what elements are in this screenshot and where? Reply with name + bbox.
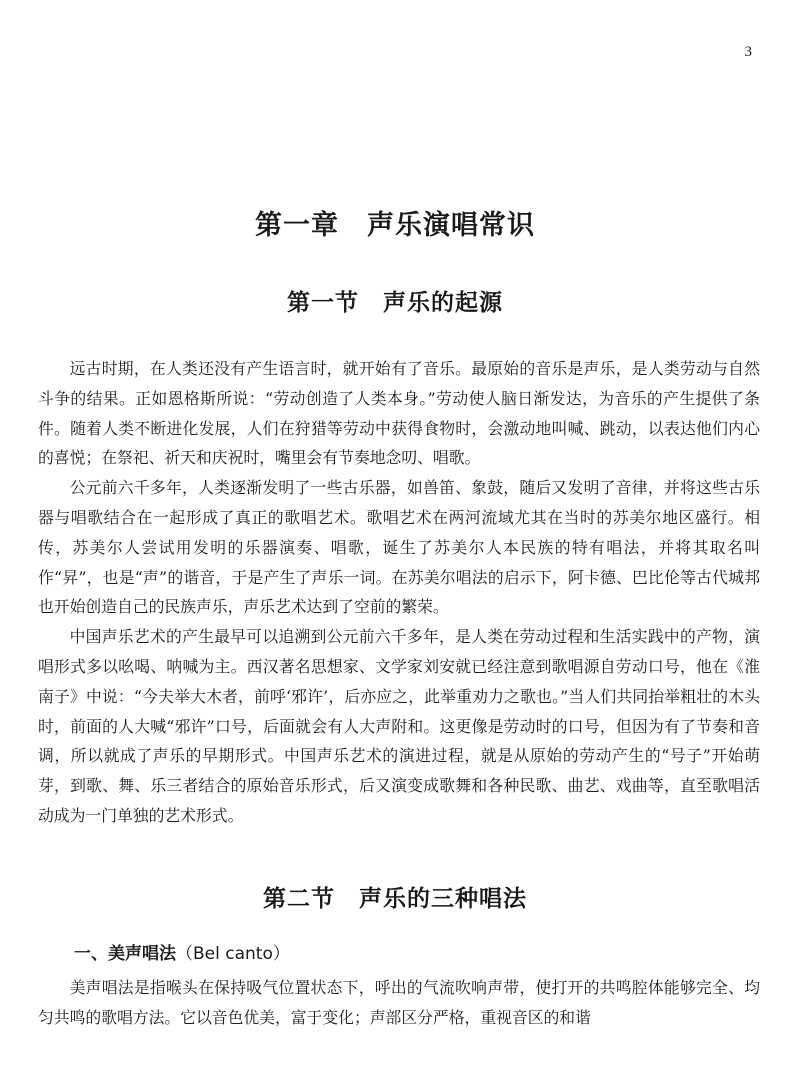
section-origin-body	[38, 354, 760, 831]
page-number: 3	[744, 44, 752, 60]
chapter-title: 第一章 声乐演唱常识	[255, 210, 535, 241]
section-title-origin: 第一节 声乐的起源	[287, 290, 503, 316]
section-title-three-singing-methods: 第二节 声乐的三种唱法	[263, 886, 527, 912]
bel-canto-body	[38, 973, 760, 1033]
subsection-heading-text: 一、美声唱法	[74, 944, 176, 964]
paragraph: 远古时期，在人类还没有产生语言时，就开始有了音乐。最原始的音乐是声乐，是人类劳动与自然斗争的结果。正如恩格斯所说：“劳动创造了人类本身。”劳动使人脑日渐发达，为音乐的产生提供了条件。随着人类不断进化发展，人们在狩猎等劳动中获得食物时，会激动地叫喊、跳动，以表达他们内心的喜悦；在祭祀、祈天和庆祝时，嘴里会有节奏地念叨、唱歌。	[38, 359, 760, 468]
paragraph: 美声唱法是指喉头在保持吸气位置状态下，呼出的气流吹响声带，使打开的共鸣腔体能够完全、均匀共鸣的歌唱方法。它以音色优美，富于变化；声部区分严格，重视音区的和谐	[38, 978, 760, 1027]
subsection-heading-bel-canto	[74, 939, 290, 964]
subsection-heading-latin: （Bel canto）	[176, 944, 290, 964]
paragraph: 公元前六千多年，人类逐渐发明了一些古乐器，如兽笛、象鼓，随后又发明了音律，并将这些古乐器与唱歌结合在一起形成了真正的歌唱艺术。歌唱艺术在两河流域尤其在当时的苏美尔地区盛行。相传，苏美尔人尝试用发明的乐器演奏、唱歌，诞生了苏美尔人本民族的特有唱法，并将其取名叫作“昇”，也是“声”的谐音，于是产生了声乐一词。在苏美尔唱法的启示下，阿卡德、巴比伦等古代城邦也开始创造自己的民族声乐，声乐艺术达到了空前的繁荣。	[38, 478, 760, 617]
paragraph: 中国声乐艺术的产生最早可以追溯到公元前六千多年，是人类在劳动过程和生活实践中的产物，演唱形式多以吆喝、呐喊为主。西汉著名思想家、文学家刘安就已经注意到歌唱源自劳动口号，他在《淮南子》中说：“今夫举大木者，前呼‘邪许’，后亦应之，此举重劝力之歌也。”当人们共同抬举粗壮的木头时，前面的人大喊“邪许”口号，后面就会有人大声附和。这更像是劳动时的口号，但因为有了节奏和音调，所以就成了声乐的早期形式。中国声乐艺术的演进过程，就是从原始的劳动产生的“号子”开始萌芽，到歌、舞、乐三者结合的原始音乐形式，后又演变成歌舞和各种民歌、曲艺、戏曲等，直至歌唱活动成为一门单独的艺术形式。	[38, 627, 760, 825]
